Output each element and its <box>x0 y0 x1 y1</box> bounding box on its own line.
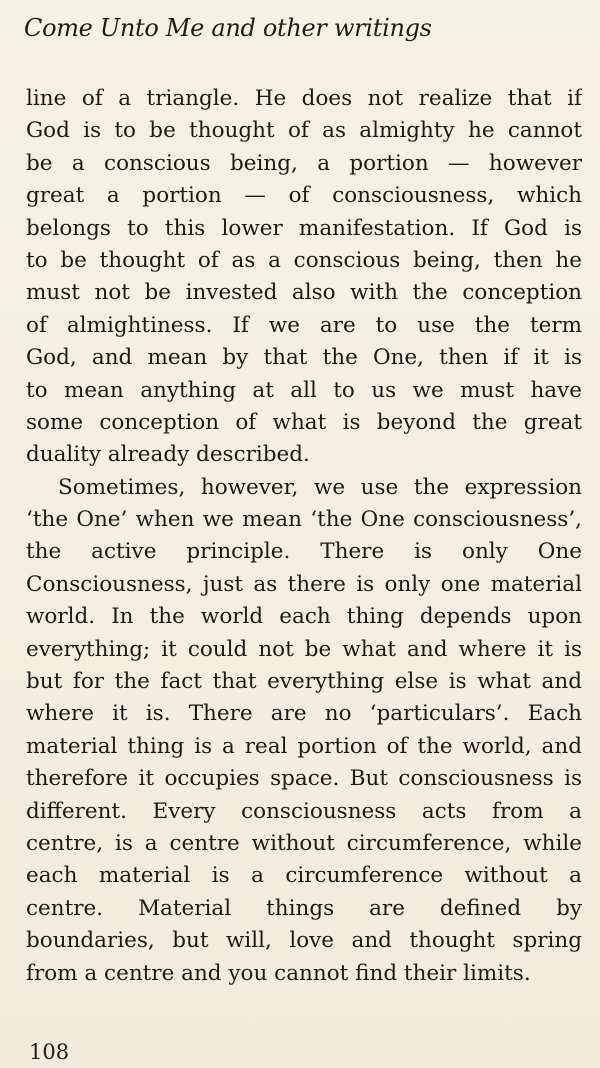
text-line: everything; it could not be what and where it is <box>26 636 582 662</box>
text-line: Consciousness, just as there is only one material <box>26 571 582 597</box>
text-line: centre. Material things are defined by <box>26 895 582 921</box>
running-head: Come Unto Me and other writings <box>24 14 432 42</box>
text-line: great a portion — of consciousness, which <box>26 183 582 209</box>
paragraph <box>26 83 582 472</box>
text-line: Sometimes, however, we use the expression <box>58 474 582 500</box>
paragraph <box>26 472 582 990</box>
text-line: therefore it occupies space. But consciousness is <box>26 766 582 792</box>
text-line: ‘the One’ when we mean ‘the One consciousness’, <box>26 507 582 533</box>
text-line: world. In the world each thing depends upon <box>26 604 582 630</box>
text-line: centre, is a centre without circumference, while <box>26 830 582 856</box>
text-line: God, and mean by that the One, then if it is <box>26 345 582 371</box>
text-line: of almightiness. If we are to use the term <box>26 312 582 338</box>
text-line: must not be invested also with the conception <box>26 280 582 306</box>
text-line: material thing is a real portion of the world, and <box>26 733 582 759</box>
text-line: to mean anything at all to us we must have <box>26 377 582 403</box>
text-line: from a centre and you cannot find their limits. <box>26 960 531 986</box>
text-line: different. Every consciousness acts from a <box>26 798 582 824</box>
text-line: the active principle. There is only One <box>26 539 582 565</box>
body-text <box>26 83 582 990</box>
text-line: where it is. There are no ‘particulars’. Each <box>26 701 582 727</box>
text-line: belongs to this lower manifestation. If God is <box>26 215 582 241</box>
text-line: boundaries, but will, love and thought spring <box>26 928 582 954</box>
page-number: 108 <box>29 1040 70 1064</box>
text-line: to be thought of as a conscious being, then he <box>26 247 582 273</box>
text-line: be a conscious being, a portion — however <box>26 150 582 176</box>
text-line: line of a triangle. He does not realize that if <box>26 86 582 111</box>
text-line: duality already described. <box>26 442 310 468</box>
text-line: but for the fact that everything else is what and <box>26 669 582 695</box>
text-line: each material is a circumference without a <box>26 863 582 889</box>
text-line: some conception of what is beyond the great <box>26 409 582 435</box>
text-line: God is to be thought of as almighty he cannot <box>26 118 582 144</box>
